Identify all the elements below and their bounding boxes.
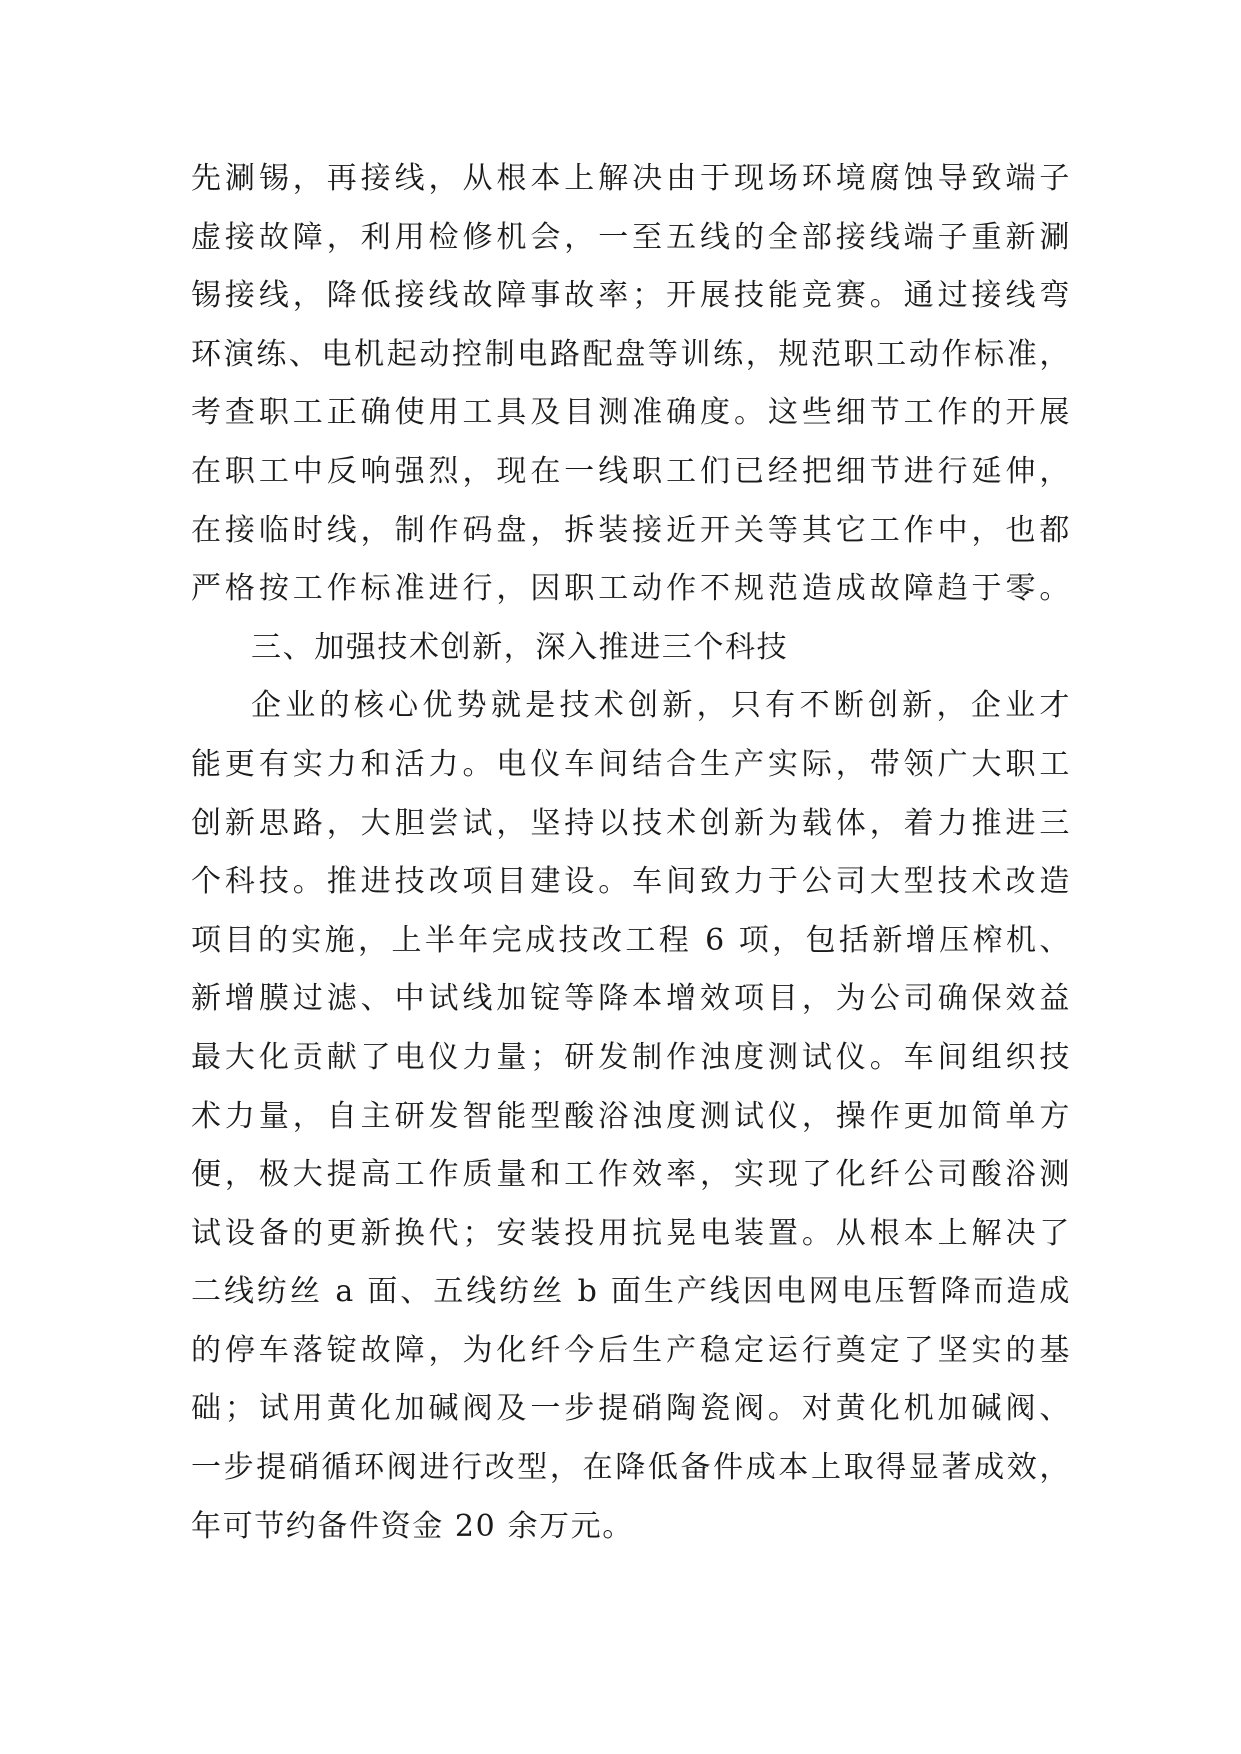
text-line: 最大化贡献了电仪力量；研发制作浊度测试仪。车间组织技 <box>191 1039 1071 1075</box>
text-line: 在接临时线，制作码盘，拆装接近开关等其它工作中，也都 <box>191 512 1071 548</box>
text-line: 年可节约备件资金 20 余万元。 <box>191 1508 634 1544</box>
text-line: 新增膜过滤、中试线加锭等降本增效项目，为公司确保效益 <box>191 981 1071 1017</box>
text-line: 个科技。推进技改项目建设。车间致力于公司大型技术改造 <box>191 864 1071 900</box>
text-line: 的停车落锭故障，为化纤今后生产稳定运行奠定了坚实的基 <box>191 1332 1071 1368</box>
body-text <box>191 150 1071 1556</box>
text-line: 便，极大提高工作质量和工作效率，实现了化纤公司酸浴测 <box>191 1157 1071 1193</box>
text-line: 项目的实施，上半年完成技改工程 6 项，包括新增压榨机、 <box>191 922 1071 958</box>
text-line: 虚接故障，利用检修机会，一至五线的全部接线端子重新涮 <box>191 219 1071 255</box>
text-line: 在职工中反响强烈，现在一线职工们已经把细节进行延伸， <box>191 453 1071 489</box>
section-heading: 三、加强技术创新，深入推进三个科技 <box>251 629 789 665</box>
text-line: 创新思路，大胆尝试，坚持以技术创新为载体，着力推进三 <box>191 805 1071 841</box>
text-line: 企业的核心优势就是技术创新，只有不断创新，企业才 <box>251 688 1071 724</box>
text-line: 环演练、电机起动控制电路配盘等训练，规范职工动作标准， <box>191 336 1071 372</box>
text-line: 严格按工作标准进行，因职工动作不规范造成故障趋于零。 <box>191 571 1071 607</box>
text-line: 能更有实力和活力。电仪车间结合生产实际，带领广大职工 <box>191 746 1071 782</box>
text-line: 先涮锡，再接线，从根本上解决由于现场环境腐蚀导致端子 <box>191 161 1071 196</box>
text-line: 术力量，自主研发智能型酸浴浊度测试仪，操作更加简单方 <box>191 1098 1071 1134</box>
text-line: 一步提硝循环阀进行改型，在降低备件成本上取得显著成效， <box>191 1450 1071 1486</box>
text-line: 锡接线，降低接线故障事故率；开展技能竞赛。通过接线弯 <box>191 278 1071 314</box>
text-line: 二线纺丝 a 面、五线纺丝 b 面生产线因电网电压暂降而造成 <box>191 1274 1071 1310</box>
text-line: 考查职工正确使用工具及目测准确度。这些细节工作的开展 <box>191 395 1071 431</box>
text-line: 试设备的更新换代；安装投用抗晃电装置。从根本上解决了 <box>191 1215 1071 1251</box>
text-line: 础；试用黄化加碱阀及一步提硝陶瓷阀。对黄化机加碱阀、 <box>191 1391 1071 1427</box>
